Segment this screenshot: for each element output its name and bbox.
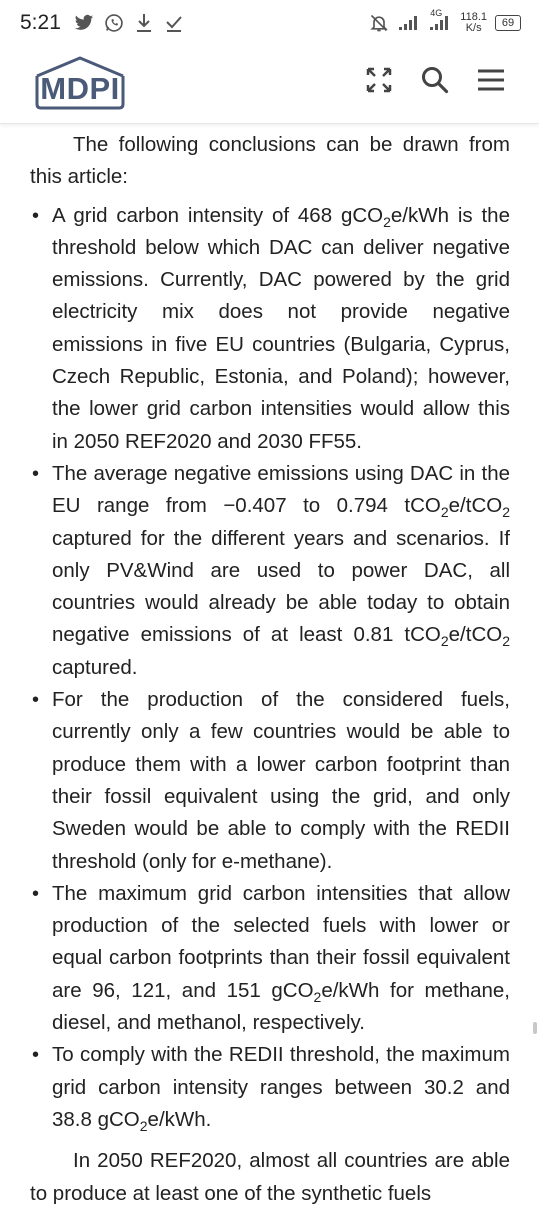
list-item <box>30 684 510 878</box>
article-body <box>30 129 510 1210</box>
status-bar-left <box>20 11 185 35</box>
subscript: 2 <box>440 633 449 650</box>
network-type-label: 4G <box>430 8 443 18</box>
scroll-indicator[interactable] <box>533 1022 537 1034</box>
intro-paragraph: The following conclusions can be drawn from this article: <box>30 133 510 189</box>
bullet-marker: • <box>32 462 40 485</box>
expand-icon <box>364 65 394 100</box>
checkmark-icon <box>163 12 185 34</box>
battery-indicator: 69 <box>495 15 521 31</box>
search-button[interactable] <box>418 65 452 99</box>
bullet-marker: • <box>32 882 40 905</box>
whatsapp-icon <box>103 12 125 34</box>
bullet-marker: • <box>32 204 40 227</box>
clock: 5:21 <box>20 11 61 34</box>
list-item <box>30 1039 510 1136</box>
subscript: 2 <box>502 633 510 650</box>
bullet-text: A grid carbon intensity of 468 gCO <box>52 203 384 227</box>
search-icon <box>420 65 450 100</box>
status-bar-right <box>368 8 521 34</box>
menu-button[interactable] <box>474 65 508 99</box>
subscript: 2 <box>502 504 510 521</box>
mdpi-logo[interactable] <box>30 54 130 112</box>
bullet-text: e/kWh is the threshold below which DAC can deliver negative emissions. Currently, DAC powered by the grid electricity mix does not provide negative emissions in five EU countries (Bulgaria, Cyprus, Czech Republic, Estonia, and Poland); however, the lower grid carbon intensities would allow this in 2050 REF2020 and 2030 FF55. <box>52 203 510 453</box>
bullet-text: e/kWh. <box>147 1107 212 1131</box>
bullet-text: captured. <box>52 655 138 679</box>
signal-4g-icon <box>428 8 452 34</box>
status-bar <box>0 0 539 46</box>
bullet-marker: • <box>32 689 40 712</box>
expand-button[interactable] <box>362 65 396 99</box>
list-item <box>30 878 510 1039</box>
bullet-marker: • <box>32 1044 40 1067</box>
subscript: 2 <box>313 988 322 1005</box>
bullet-text: To comply with the REDII threshold, the maximum grid carbon intensity ranges between 30.2 and 38.8 gCO <box>52 1043 510 1131</box>
bullet-text: The average negative emissions using DAC in the EU range from −0.407 to 0.794 tCO <box>52 461 510 518</box>
signal-icon <box>398 12 420 34</box>
bullet-text: e/tCO <box>448 494 503 518</box>
subscript: 2 <box>440 504 449 521</box>
speed-unit: K/s <box>465 22 482 34</box>
bullet-text: For the production of the considered fuels, currently only a few countries would be able to produce them with a lower carbon footprint than their fossil equivalent using the grid, and only Sweden would be able to comply with the REDII threshold (only for e-methane). <box>52 688 510 873</box>
bullet-text: e/tCO <box>448 623 503 647</box>
subscript: 2 <box>383 213 391 230</box>
site-header <box>0 46 539 124</box>
download-icon <box>133 12 155 34</box>
closing-paragraph: In 2050 REF2020, almost all countries are able to produce at least one of the synthetic fuels <box>30 1149 510 1205</box>
subscript: 2 <box>139 1117 148 1134</box>
mute-bell-icon <box>368 12 390 34</box>
twitter-icon <box>73 12 95 34</box>
list-item <box>30 200 510 458</box>
bullet-text: The maximum grid carbon intensities that allow production of the selected fuels with lower or equal carbon footprints than their fossil equivalent are 96, 121, and 151 gCO <box>52 881 510 1002</box>
list-item <box>30 458 510 684</box>
logo-text: MDPI <box>40 71 120 106</box>
speed-value: 118.1 <box>460 11 487 23</box>
bullet-text: captured for the different years and scenarios. If only PV&Wind are used to power DAC, all countries would already be able today to obtain negative emissions of at least 0.81 tCO <box>52 526 510 647</box>
menu-icon <box>476 67 506 98</box>
conclusions-list <box>30 200 510 1137</box>
bullet-text: e/kWh for methane, diesel, and methanol, respectively. <box>52 978 510 1035</box>
network-speed <box>460 12 487 34</box>
